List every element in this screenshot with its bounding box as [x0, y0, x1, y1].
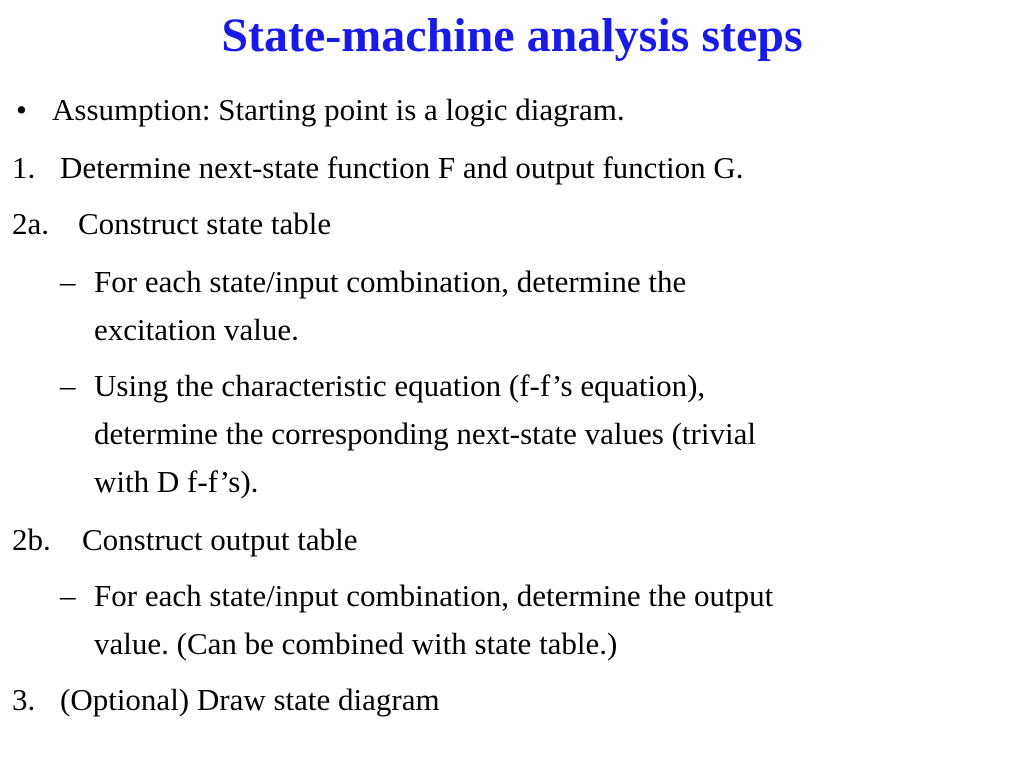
step-text: Determine next-state function F and output function G. [60, 150, 744, 185]
slide-title: State-machine analysis steps [221, 9, 803, 62]
sub-bullet-line: For each state/input combination, determine the output [94, 578, 774, 613]
dash-marker: – [60, 368, 76, 403]
dash-marker: – [60, 578, 76, 613]
bullet-text: Assumption: Starting point is a logic diagram. [52, 92, 625, 127]
step-number: 3. [12, 682, 36, 717]
step-number: 2b. [12, 522, 51, 557]
dash-marker: – [60, 264, 76, 299]
sub-bullet-line: determine the corresponding next-state values (trivial [94, 416, 756, 451]
bullet-marker: • [16, 92, 27, 127]
sub-bullet-line: For each state/input combination, determine the [94, 264, 687, 299]
step-number: 1. [12, 150, 36, 185]
step-text: (Optional) Draw state diagram [60, 682, 440, 717]
sub-bullet-line: value. (Can be combined with state table.) [94, 626, 618, 661]
sub-bullet-line: excitation value. [94, 312, 299, 347]
sub-bullet-line: with D f-f’s). [94, 464, 259, 499]
step-text: Construct state table [78, 206, 332, 241]
step-text: Construct output table [82, 522, 358, 557]
sub-bullet-line: Using the characteristic equation (f-f’s equation), [94, 368, 706, 403]
step-number: 2a. [12, 206, 50, 241]
